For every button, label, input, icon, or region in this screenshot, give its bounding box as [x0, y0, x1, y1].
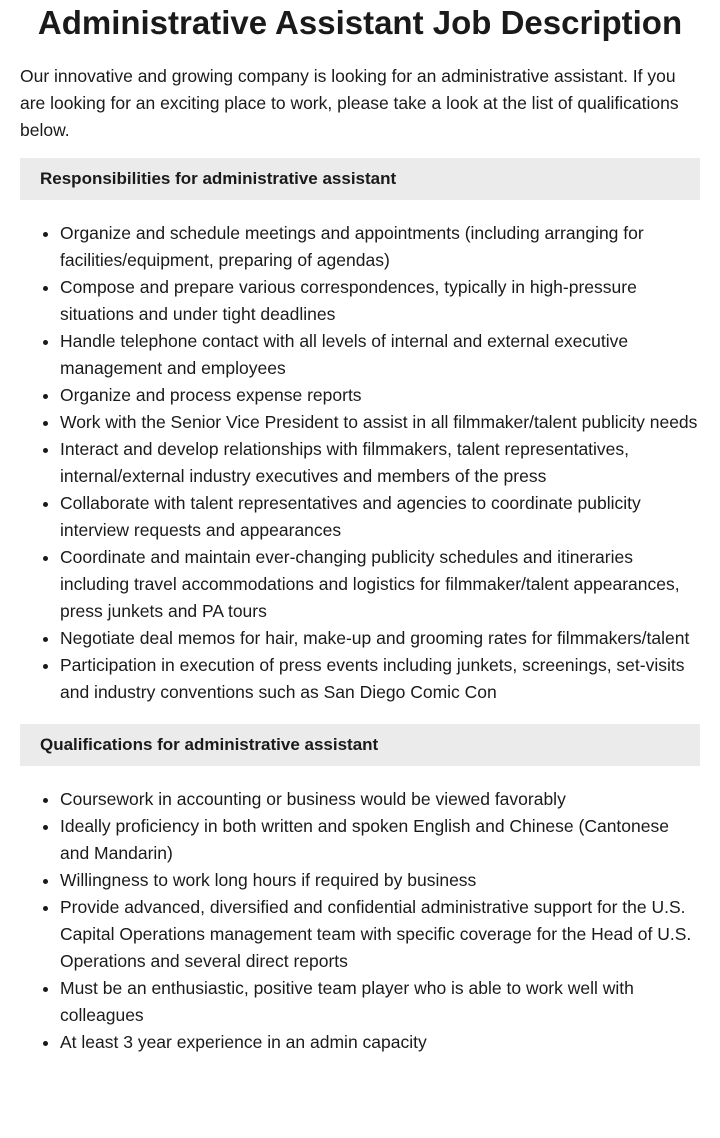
qualifications-heading: Qualifications for administrative assistant [20, 724, 700, 766]
responsibilities-heading: Responsibilities for administrative assistant [20, 158, 700, 200]
list-item: • Coordinate and maintain ever-changing publicity schedules and itineraries including travel accommodations and logistics for filmmaker/talent appearances, press junkets and PA tours [60, 544, 700, 625]
list-item: • Collaborate with talent representatives and agencies to coordinate publicity interview requests and appearances [60, 490, 700, 544]
list-item: • Organize and process expense reports [60, 382, 700, 409]
qualifications-list [20, 786, 700, 1056]
intro-text: Our innovative and growing company is looking for an administrative assistant. If you are looking for an exciting place to work, please take a look at the list of qualifications below. [20, 66, 679, 140]
list-item: • Interact and develop relationships with filmmakers, talent representatives, internal/external industry executives and members of the press [60, 436, 700, 490]
list-item: • Must be an enthusiastic, positive team player who is able to work well with colleagues [60, 975, 700, 1029]
list-item: • Ideally proficiency in both written and spoken English and Chinese (Cantonese and Mandarin) [60, 813, 700, 867]
list-item: • Organize and schedule meetings and appointments (including arranging for facilities/equipment, preparing of agendas) [60, 220, 700, 274]
list-item: • Participation in execution of press events including junkets, screenings, set-visits and industry conventions such as San Diego Comic Con [60, 652, 700, 706]
list-item: • Negotiate deal memos for hair, make-up and grooming rates for filmmakers/talent [60, 625, 700, 652]
list-item: • Work with the Senior Vice President to assist in all filmmaker/talent publicity needs [60, 409, 700, 436]
list-item: • At least 3 year experience in an admin capacity [60, 1029, 700, 1056]
list-item: • Compose and prepare various correspondences, typically in high-pressure situations and under tight deadlines [60, 274, 700, 328]
responsibilities-list [20, 220, 700, 706]
list-item: • Willingness to work long hours if required by business [60, 867, 700, 894]
page-title: Administrative Assistant Job Description [37, 4, 683, 41]
list-item: • Provide advanced, diversified and confidential administrative support for the U.S. Capital Operations management team with specific coverage for the Head of U.S. Operations and several direct reports [60, 894, 700, 975]
list-item: • Handle telephone contact with all levels of internal and external executive management and employees [60, 328, 700, 382]
list-item: • Coursework in accounting or business would be viewed favorably [60, 786, 700, 813]
